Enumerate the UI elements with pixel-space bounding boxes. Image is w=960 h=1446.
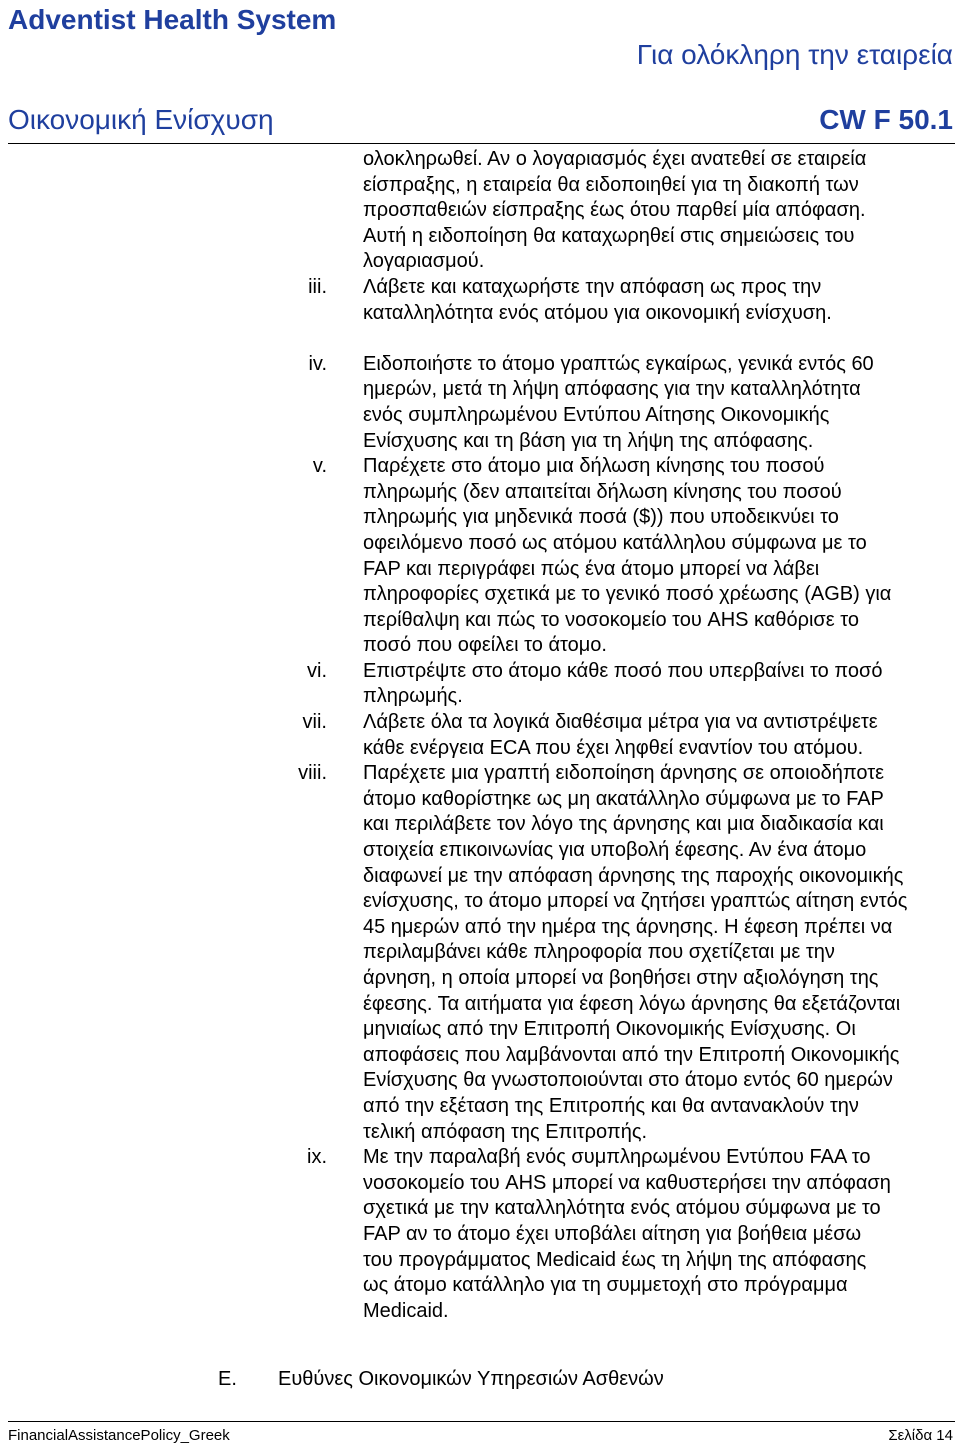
item-line: FAP και περιγράφει πώς ένα άτομο μπορεί να λάβει [363, 557, 820, 580]
item-line: έφεσης. Τα αιτήματα για έφεση λόγω άρνησης θα εξετάζονται [363, 992, 901, 1015]
item-line: Ενίσχυσης θα γνωστοποιούνται στο άτομο εντός 60 ημερών [363, 1069, 893, 1092]
item-line: προσπαθειών είσπραξης έως ότου παρθεί μία απόφαση. [363, 199, 866, 222]
item-line: Medicaid. [363, 1299, 449, 1322]
organization-name: Adventist Health System [8, 4, 337, 35]
item-line: πληρωμής. [363, 685, 463, 708]
list-item-vi [0, 659, 960, 710]
item-line: τελική απόφαση της Επιτροπής. [363, 1120, 648, 1143]
item-line: είσπραξης, η εταιρεία θα ειδοποιηθεί για τη διακοπή των [363, 173, 859, 196]
list-item-continuation [0, 147, 960, 275]
item-line: Παρέχετε μια γραπτή ειδοποίηση άρνησης σε οποιοδήποτε [363, 762, 885, 785]
item-line: από την εξέταση της Επιτροπής και θα αντανακλούν την [363, 1094, 859, 1117]
item-line: πληρωμής για μηδενικά ποσά ($)) που υποδεικνύει το [363, 506, 839, 529]
item-line: άρνηση, η οποία μπορεί να βοηθήσει στην αξιολόγηση της [363, 967, 879, 989]
item-line: Παρέχετε στο άτομο μια δήλωση κίνησης του ποσού [363, 455, 825, 478]
section-letter: E. [218, 1368, 237, 1390]
item-line: και περιλάβετε τον λόγο της άρνησης και μια διαδικασία και [363, 813, 884, 836]
item-line: ως άτομο κατάλληλο για τη συμμετοχή στο πρόγραμμα [363, 1274, 848, 1297]
item-line: οφειλόμενο ποσό ως ατόμου κατάλληλου σύμφωνα με το [363, 531, 867, 554]
policy-code: CW F 50.1 [819, 104, 953, 135]
item-line: καταλληλότητα ενός ατόμου για οικονομική ενίσχυση. [363, 301, 832, 324]
item-line: FAP αν το άτομο έχει υποβάλει αίτηση για βοήθεια μέσω [363, 1222, 862, 1245]
list-item-viii [0, 761, 960, 1145]
list-item-vii [0, 710, 960, 761]
item-numeral: v. [312, 455, 327, 478]
item-line: πληρωμής (δεν απαιτείται δήλωση κίνησης του ποσού [363, 480, 842, 503]
item-line: 45 ημερών από την ημέρα της άρνησης. Η έφεση πρέπει να [363, 915, 893, 938]
policy-title: Οικονομική Ενίσχυση [8, 104, 274, 135]
item-line: στοιχεία επικοινωνίας για υποβολή έφεσης. Αν ένα άτομο [363, 839, 867, 862]
item-line: κάθε ενέργεια ECA που έχει ληφθεί εναντίον του ατόμου. [363, 736, 864, 759]
list-item-iv [0, 352, 960, 454]
list-item-ix [0, 1145, 960, 1324]
item-line: ολοκληρωθεί. Αν ο λογαριασμός έχει ανατεθεί σε εταιρεία [363, 148, 867, 170]
footer-document-name: FinancialAssistancePolicy_Greek [8, 1427, 230, 1444]
footer-page-number: Σελίδα 14 [888, 1427, 953, 1444]
item-numeral: iii. [308, 275, 327, 298]
policy-scope: Για ολόκληρη την εταιρεία [636, 39, 953, 70]
item-line: πληροφορίες σχετικά με το γενικό ποσό χρέωσης (AGB) για [363, 583, 892, 606]
item-line: του προγράμματος Medicaid έως τη λήψη της απόφασης [363, 1248, 867, 1271]
item-line: Ειδοποιήστε το άτομο γραπτώς εγκαίρως, γενικά εντός 60 [363, 352, 874, 375]
item-line: νοσοκομείο του AHS μπορεί να καθυστερήσει την απόφαση [363, 1171, 891, 1194]
item-numeral: iv. [308, 352, 327, 375]
paragraph-gap [0, 326, 960, 352]
item-line: Λάβετε και καταχωρήστε την απόφαση ως προς την [363, 275, 822, 298]
item-line: Λάβετε όλα τα λογικά διαθέσιμα μέτρα για να αντιστρέψετε [363, 711, 878, 734]
item-line: Επιστρέψτε στο άτομο κάθε ποσό που υπερβαίνει το ποσό [363, 659, 883, 682]
item-line: περίθαλψη και πώς το νοσοκομείο του AHS καθόρισε το [363, 608, 859, 631]
item-line: ενός συμπληρωμένου Εντύπου Αίτησης Οικονομικής [363, 403, 830, 426]
item-numeral: vi. [307, 659, 327, 682]
item-line: άτομο καθορίστηκε ως μη ακατάλληλο σύμφωνα με το FAP [363, 787, 884, 810]
item-numeral: ix. [307, 1146, 327, 1169]
policy-body [0, 147, 960, 1324]
list-item-v [0, 454, 960, 659]
item-line: διαφωνεί με την απόφαση άρνησης της παροχής οικονομικής [363, 864, 904, 887]
item-line: ημερών, μετά τη λήψη απόφασης για την καταλληλότητα [363, 378, 861, 401]
item-line: λογαριασμού. [363, 250, 485, 273]
item-line: μηνιαίως από την Επιτροπή Οικονομικής Ενίσχυσης. Οι [363, 1018, 856, 1041]
item-line: Ενίσχυσης και τη βάση για τη λήψη της απόφασης. [363, 429, 814, 452]
item-line: ενίσχυσης, το άτομο μπορεί να ζητήσει γραπτώς αίτηση εντός [363, 890, 908, 913]
item-line: Αυτή η ειδοποίηση θα καταχωρηθεί στις σημειώσεις του [363, 224, 855, 247]
footer-divider [8, 1421, 955, 1422]
item-line: σχετικά με την καταλληλότητα ενός ατόμου σύμφωνα με το [363, 1197, 881, 1220]
header-divider [8, 143, 955, 144]
item-line: περιλαμβάνει κάθε πληροφορία που σχετίζεται με την [363, 941, 835, 964]
item-line: Με την παραλαβή ενός συμπληρωμένου Εντύπου FAA το [363, 1146, 871, 1169]
item-numeral: viii. [298, 762, 327, 785]
item-numeral: vii. [302, 711, 327, 734]
item-line: αποφάσεις που λαμβάνονται από την Επιτροπή Οικονομικής [363, 1043, 900, 1066]
section-heading: Ευθύνες Οικονομικών Υπηρεσιών Ασθενών [278, 1368, 664, 1390]
list-item-iii [0, 275, 960, 326]
item-line: ποσό που οφείλει το άτομο. [363, 634, 607, 657]
